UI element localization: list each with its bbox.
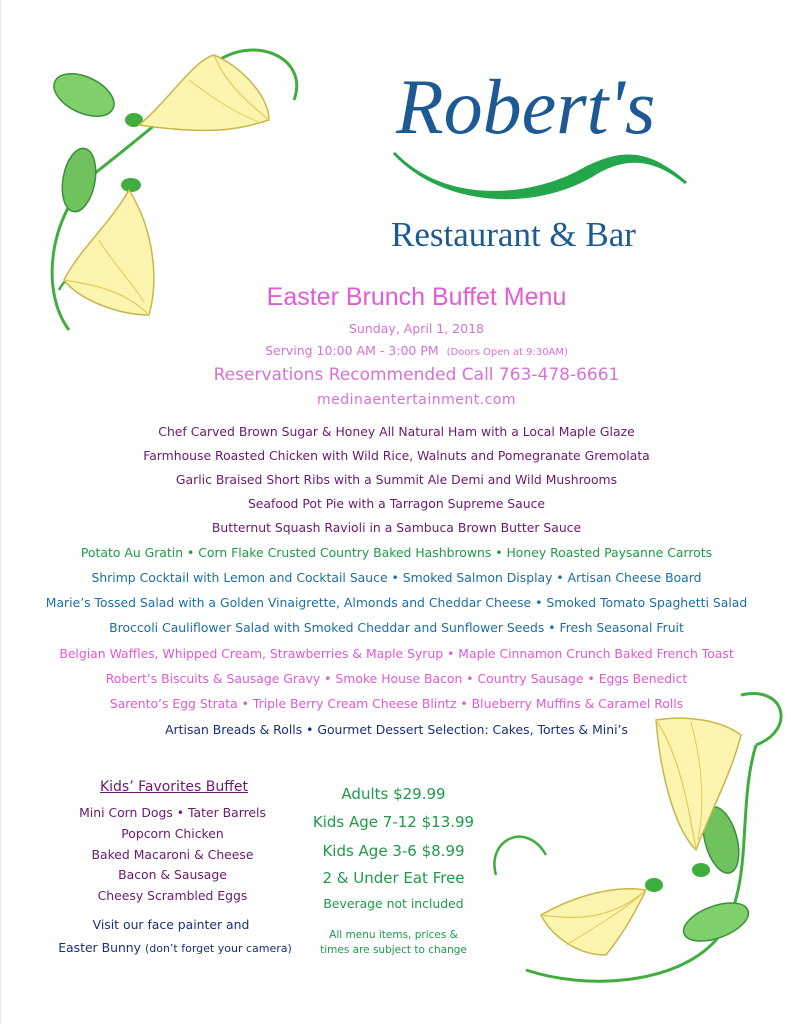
- breakfast-item-line: Sarento’s Egg Strata • Triple Berry Cream Cheese Blintz • Blueberry Muffins & Caramel Rolls: [109, 696, 684, 711]
- price-under-2: 2 & Under Eat Free: [322, 869, 465, 887]
- price-kids-7-12: Kids Age 7-12 $13.99: [312, 813, 475, 831]
- kids-buffet-title: Kids’ Favorites Buffet: [99, 779, 249, 795]
- serving-hours: [21, 343, 791, 358]
- kids-item: Mini Corn Dogs • Tater Barrels: [79, 805, 266, 820]
- entree-item: Chef Carved Brown Sugar & Honey All Natural Ham with a Local Maple Glaze: [158, 424, 635, 439]
- face-painter-note: Visit our face painter and: [92, 917, 250, 932]
- cold-item-line: Shrimp Cocktail with Lemon and Cocktail Sauce • Smoked Salmon Display • Artisan Cheese Board: [91, 570, 702, 585]
- entree-item: Butternut Squash Ravioli in a Sambuca Brown Butter Sauce: [211, 520, 582, 535]
- lily-flower-decoration-bottom-right: [486, 690, 786, 990]
- easter-bunny-note: [45, 940, 305, 955]
- kids-item: Baked Macaroni & Cheese: [91, 847, 254, 862]
- easter-bunny-label: Easter Bunny: [58, 940, 141, 955]
- kids-item: Cheesy Scrambled Eggs: [97, 888, 248, 903]
- roberts-logo: [386, 58, 716, 208]
- cold-item-line: Marie’s Tossed Salad with a Golden Vinaigrette, Almonds and Cheddar Cheese • Smoked Tomato Spaghetti Salad: [45, 595, 748, 610]
- doors-open: (Doors Open at 9:30AM): [446, 347, 568, 358]
- kids-item: Bacon & Sausage: [118, 867, 227, 882]
- entree-item: Farmhouse Roasted Chicken with Wild Rice, Walnuts and Pomegranate Gremolata: [143, 448, 650, 463]
- serving-time: Serving 10:00 AM - 3:00 PM: [265, 343, 439, 358]
- menu-title: Easter Brunch Buffet Menu: [266, 283, 567, 311]
- restaurant-subtitle: Restaurant & Bar: [391, 215, 636, 254]
- disclaimer-line: All menu items, prices &: [329, 929, 458, 941]
- price-kids-3-6: Kids Age 3-6 $8.99: [322, 842, 465, 860]
- cold-item-line: Broccoli Cauliflower Salad with Smoked Cheddar and Sunflower Seeds • Fresh Seasonal Fruit: [109, 620, 684, 635]
- disclaimer-line: times are subject to change: [320, 944, 467, 956]
- price-adults: Adults $29.99: [341, 785, 446, 803]
- reservation-line: Reservations Recommended Call 763-478-6661: [213, 365, 620, 385]
- bread-dessert-line: Artisan Breads & Rolls • Gourmet Dessert Selection: Cakes, Tortes & Mini’s: [165, 722, 628, 737]
- logo-wordmark: Robert's: [396, 63, 656, 150]
- sides-line: Potato Au Gratin • Corn Flake Crusted Country Baked Hashbrowns • Honey Roasted Paysanne Carrots: [80, 545, 713, 560]
- entree-item: Garlic Braised Short Ribs with a Summit Ale Demi and Wild Mushrooms: [175, 472, 618, 487]
- camera-note: (don’t forget your camera): [144, 942, 292, 955]
- website-link[interactable]: medinaentertainment.com: [316, 392, 517, 408]
- breakfast-item-line: Belgian Waffles, Whipped Cream, Strawberries & Maple Syrup • Maple Cinnamon Crunch Baked French Toast: [59, 646, 734, 661]
- beverage-note: Beverage not included: [323, 896, 464, 911]
- entree-item: Seafood Pot Pie with a Tarragon Supreme Sauce: [247, 496, 546, 511]
- event-date: Sunday, April 1, 2018: [349, 321, 484, 336]
- kids-item: Popcorn Chicken: [121, 826, 224, 841]
- breakfast-item-line: Robert’s Biscuits & Sausage Gravy • Smoke House Bacon • Country Sausage • Eggs Benedict: [105, 671, 688, 686]
